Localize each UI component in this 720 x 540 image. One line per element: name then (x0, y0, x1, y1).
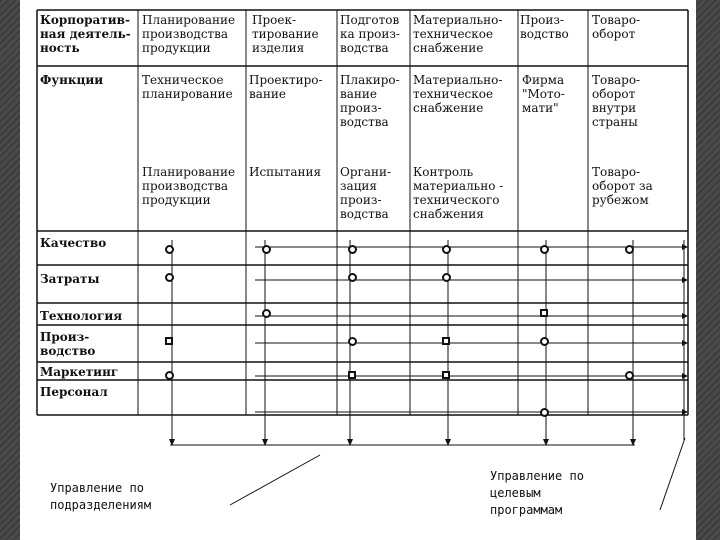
arrow-head-right (682, 373, 688, 379)
arrow-head-right (682, 244, 688, 250)
circle-marker (540, 245, 549, 254)
function-production-planning: Планирование производства продукции (142, 165, 236, 207)
header-column-design: Проек- тирование изделия (252, 13, 319, 55)
header-column-production: Произ- водство (520, 13, 569, 41)
caption-pointer (230, 455, 320, 505)
caption-by-programs: Управление по целевым программам (490, 469, 584, 517)
function-production-planning-2: Плакиро- вание произ- водства (340, 73, 400, 129)
function-firm: Фирма "Мото- мати" (522, 73, 565, 115)
circle-marker (348, 273, 357, 282)
circle-marker (625, 245, 634, 254)
program-row-label: Персонал (40, 385, 108, 399)
header-column-preparation: Подготов ка произ- водства (340, 13, 400, 55)
caption-pointer (660, 438, 685, 510)
function-technical-planning: Техническое планирование (142, 73, 233, 101)
circle-marker (165, 371, 174, 380)
circle-marker (348, 337, 357, 346)
arrow-head-right (682, 340, 688, 346)
function-material-supply: Материально- техническое снабжение (413, 73, 503, 115)
square-marker (165, 337, 173, 345)
function-design: Проектиро- вание (249, 73, 323, 101)
square-marker (442, 371, 450, 379)
circle-marker (348, 245, 357, 254)
circle-marker (262, 245, 271, 254)
header-column-planning: Планирование производства продукции (142, 13, 236, 55)
program-row-label: Технология (40, 309, 123, 323)
slide (20, 0, 696, 540)
program-row-label: Качество (40, 236, 107, 250)
caption-by-departments: Управление по подразделениям (50, 481, 152, 512)
function-domestic-turnover: Товаро- оборот внутри страны (592, 73, 641, 129)
functions-row-label: Функции (40, 73, 104, 87)
square-marker (442, 337, 450, 345)
arrow-head-right (682, 313, 688, 319)
arrow-head-right (682, 409, 688, 415)
program-row-label: Маркетинг (40, 365, 119, 379)
function-foreign-turnover: Товаро- оборот за рубежом (592, 165, 653, 207)
circle-marker (625, 371, 634, 380)
circle-marker (442, 245, 451, 254)
square-marker (540, 309, 548, 317)
square-marker (348, 371, 356, 379)
circle-marker (540, 337, 549, 346)
program-row-label: Произ- водство (40, 330, 96, 358)
circle-marker (262, 309, 271, 318)
header-corner-label: Корпоратив- ная деятель- ность (40, 13, 131, 55)
circle-marker (165, 245, 174, 254)
arrow-head-right (682, 277, 688, 283)
program-row-label: Затраты (40, 272, 100, 286)
function-testing: Испытания (249, 165, 322, 179)
header-column-supply: Материально- техническое снабжение (413, 13, 503, 55)
circle-marker (540, 408, 549, 417)
function-supply-control: Контроль материально - технического снабжения (413, 165, 504, 221)
circle-marker (165, 273, 174, 282)
header-column-turnover: Товаро- оборот (592, 13, 641, 41)
circle-marker (442, 273, 451, 282)
function-production-organization: Органи- зация произ- водства (340, 165, 392, 221)
